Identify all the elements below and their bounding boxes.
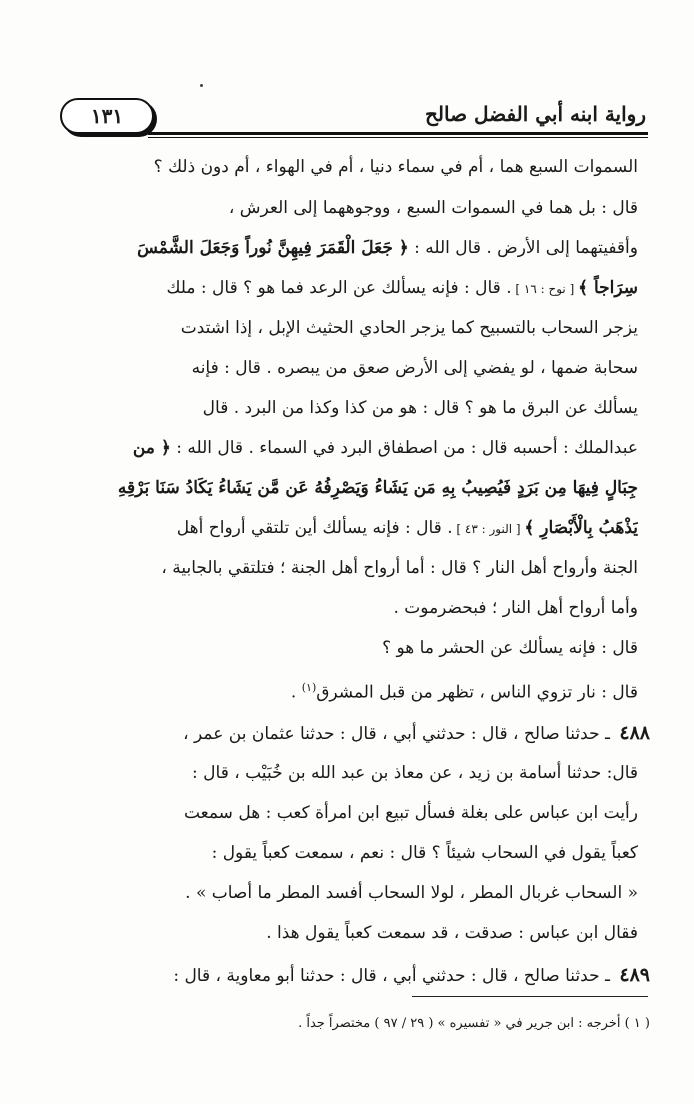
header-rule-thin [148,137,648,138]
footnote: ( ١ ) أخرجه : ابن جرير في « تفسيره » ( ٢٩ / ٩٧ ) مختصراً جداً . [298,1016,650,1031]
text-line-7: يسألك عن البرق ما هو ؟ قال : هو من كذا وكذا من البرد . قال [202,398,638,418]
verse-reference: [ النور : ٤٣ ] [452,522,525,536]
running-header-title: رواية ابنه أبي الفضل صالح [424,102,646,126]
hadith-number: ٤٨٩ [619,964,650,986]
hadith-488-line-3: رأيت ابن عباس على بغلة فسأل تبيع ابن امرأة كعب : هل سمعت [183,803,638,823]
hadith-488-line-6: فقال ابن عباس : صدقت ، قد سمعت كعباً يقول هذا . [266,923,638,943]
text-line-4: سِرَاجاً ﴾ [ نوح : ١٦ ] . قال : فإنه يسألك عن الرعد فما هو ؟ قال : ملك [166,278,638,298]
footnote-rule [412,996,648,997]
quran-verse: يَذْهَبُ بِالْأَبْصَارِ ﴾ [524,518,638,538]
hadith-488-line-2: قال: حدثنا أسامة بن زيد ، عن معاذ بن عبد الله بن خُبَيْب ، قال : [192,763,638,783]
text-line-13: قال : فإنه يسألك عن الحشر ما هو ؟ [382,638,638,658]
quran-verse: ﴿ من [132,438,171,458]
text-line-9 [48,473,638,503]
header-rule [148,132,648,135]
quran-verse: ﴿ جَعَلَ الْقَمَرَ فِيهِنَّ نُوراً وَجَعَلَ الشَّمْسَ [137,238,409,258]
text-line-11: الجنة وأرواح أهل النار ؟ قال : أما أرواح أهل الجنة ؛ فتلتقي بالجابية ، [161,558,638,578]
footnote-marker: (١) [301,681,317,694]
hadith-488-line-1: ٤٨٨ ـ حدثنا صالح ، قال : حدثني أبي ، قال : حدثنا عثمان بن عمر ، [183,722,650,744]
stray-dot [200,84,203,87]
text-line-6: سحابة ضمها ، لو يفضي إلى الأرض صعق من يبصره . قال : فإنه [191,358,638,378]
text-line-3: وأقفيتهما إلى الأرض . قال الله : ﴿ جَعَلَ الْقَمَرَ فِيهِنَّ نُوراً وَجَعَلَ الشَّمْسَ [137,238,638,258]
hadith-488-line-5: « السحاب غربال المطر ، لولا السحاب أفسد المطر ما أصاب » . [185,883,638,903]
page-number: ١٣١ [60,98,154,134]
text-line-2: قال : بل هما في السموات السبع ، ووجوههما إلى العرش ، [228,198,638,218]
hadith-488-line-4: كعباً يقول في السحاب شيئاً ؟ قال : نعم ، سمعت كعباً يقول : [211,843,638,863]
quran-verse: جِبَالٍ فِيهَا مِن بَرَدٍ فَيُصِيبُ بِهِ مَن يَشَاءُ وَيَصْرِفُهُ عَن مَّن يَشَاءُ يَكَادُ سَنَا بَرْقِهِ [117,478,638,498]
hadith-number: ٤٨٨ [619,722,650,744]
quran-verse: سِرَاجاً ﴾ [578,278,638,298]
hadith-489-line-1: ٤٨٩ ـ حدثنا صالح ، قال : حدثني أبي ، قال : حدثنا أبو معاوية ، قال : [173,964,650,986]
verse-reference: [ نوح : ١٦ ] [511,282,579,296]
text-line-14: قال : نار تزوي الناس ، تظهر من قبل المشرق$^{(١)}$ . [290,681,638,703]
text-line-12: وأما أرواح أهل النار ؛ فبحضرموت . [393,598,638,618]
text-line-10: يَذْهَبُ بِالْأَبْصَارِ ﴾ [ النور : ٤٣ ] . قال : فإنه يسألك أين تلتقي أرواح أهل [176,518,638,538]
text-line-5: يزجر السحاب بالتسبيح كما يزجر الحادي الحثيث الإبل ، إذا اشتدت [180,318,638,338]
text-line-1: السموات السبع هما ، أم في سماء دنيا ، أم في الهواء ، أم دون ذلك ؟ [153,157,638,177]
text-line-8: عبدالملك : أحسبه قال : من اصطفاق البرد في السماء . قال الله : ﴿ من [132,438,638,458]
